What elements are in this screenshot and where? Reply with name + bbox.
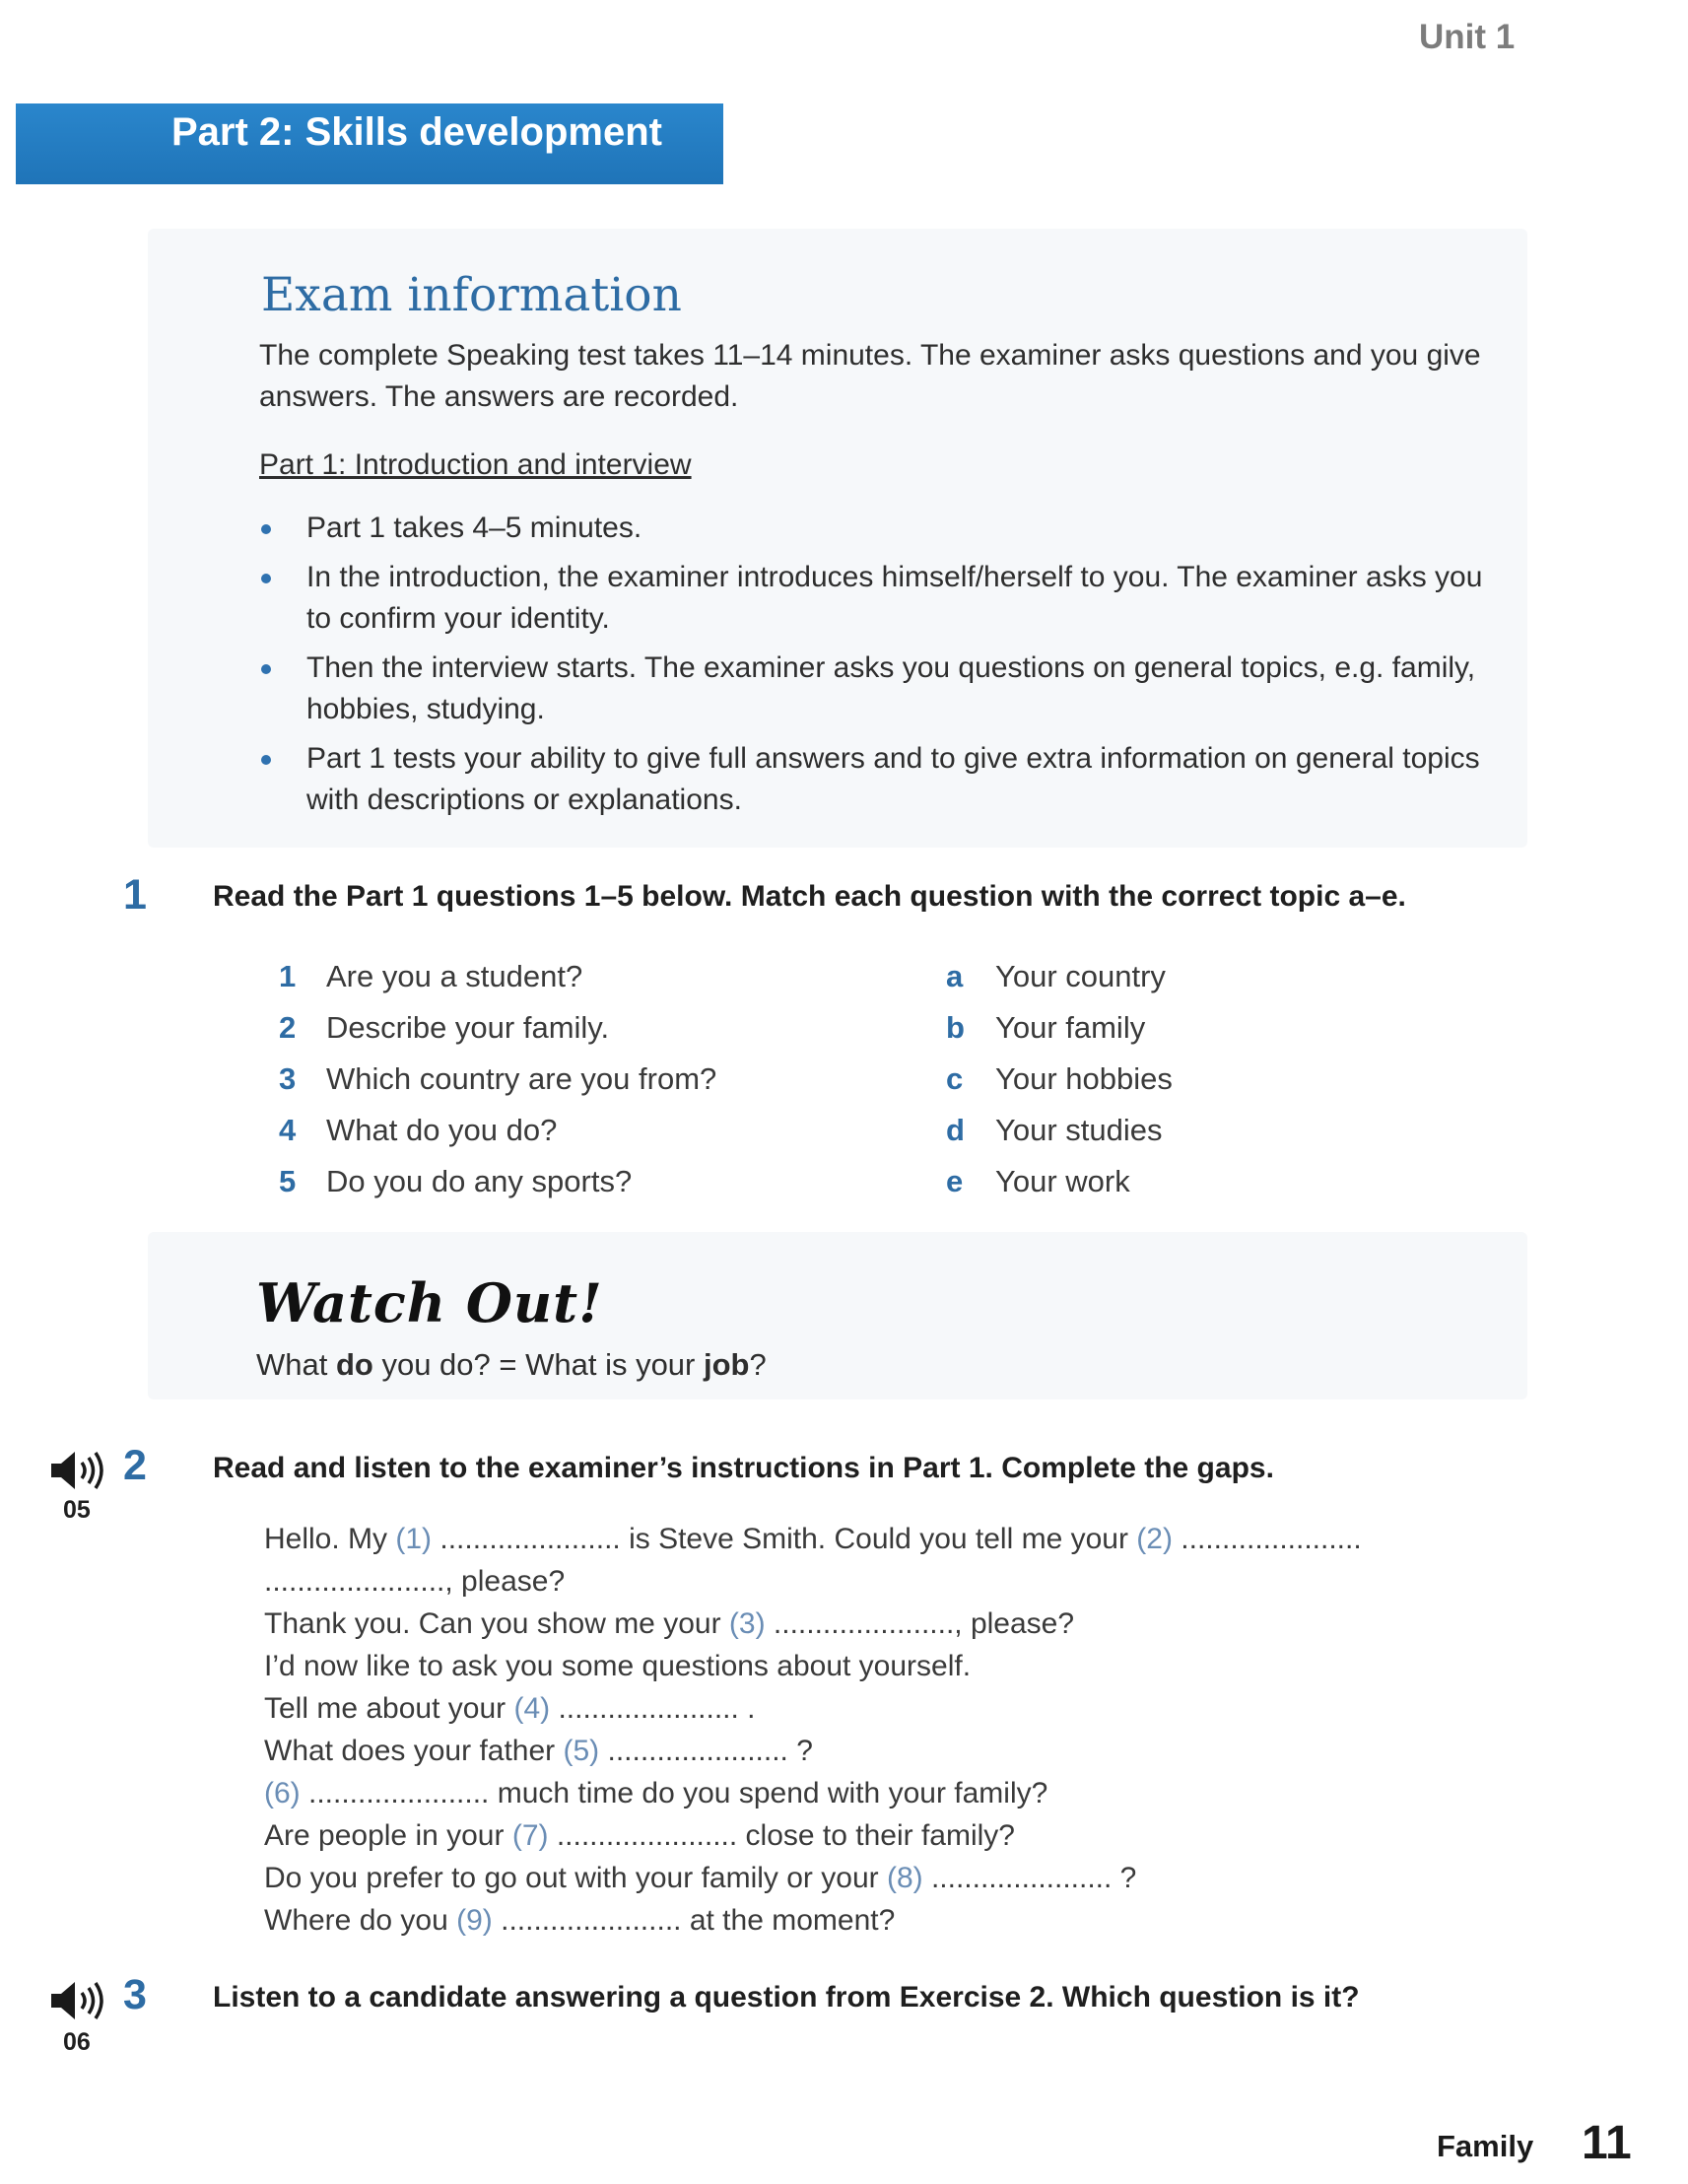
gap-number: (6) (264, 1777, 301, 1809)
gap-line: ......................, please? (264, 1565, 566, 1598)
topic-item: e Your work (946, 1164, 1130, 1198)
gap-number: (4) (513, 1692, 551, 1725)
watch-out-note: What do you do? = What is your job? (256, 1347, 767, 1382)
part1-subheading: Part 1: Introduction and interview (259, 448, 692, 481)
gap-line: I’d now like to ask you some questions about yourself. (264, 1650, 972, 1682)
topic-item: d Your studies (946, 1113, 1163, 1147)
question-item: 2 Describe your family. (279, 1010, 610, 1045)
gap-number: (1) (395, 1523, 433, 1555)
gap-number: (5) (563, 1735, 600, 1767)
exercise-1-number: 1 (123, 871, 147, 919)
topic-item: b Your family (946, 1010, 1146, 1045)
gap-line: What does your father (5) ...................... ? (264, 1735, 813, 1767)
gap-number: (3) (728, 1607, 766, 1640)
page-number: 11 (1582, 2117, 1632, 2169)
gap-line: (6) ...................... much time do you spend with your family? (264, 1777, 1048, 1809)
section-title: Part 2: Skills development (171, 110, 662, 154)
unit-label: Unit 1 (1419, 18, 1516, 56)
gap-line: Tell me about your (4) ...................... . (264, 1692, 756, 1725)
exercise-3-instruction: Listen to a candidate answering a question from Exercise 2. Which question is it? (213, 1981, 1360, 2013)
exam-info-bullets (259, 508, 1501, 829)
question-item: 1 Are you a student? (279, 959, 583, 993)
gap-line: Thank you. Can you show me your (3) ......................, please? (264, 1607, 1075, 1640)
bullet-icon (261, 524, 271, 534)
bullet-icon (261, 574, 271, 583)
gap-number: (2) (1136, 1523, 1173, 1555)
question-list (279, 956, 870, 1212)
audio-track-number: 05 (63, 1496, 91, 1524)
speaker-icon[interactable] (49, 1979, 112, 2022)
question-item: 5 Do you do any sports? (279, 1164, 633, 1198)
topic-item: c Your hobbies (946, 1061, 1173, 1096)
audio-track-number: 06 (63, 2028, 91, 2056)
gap-number: (8) (886, 1862, 923, 1894)
exam-info-heading: Exam information (261, 268, 682, 322)
exercise-2-number: 2 (123, 1442, 147, 1489)
footer-section-title: Family (1437, 2129, 1534, 2163)
bullet-item: Part 1 tests your ability to give full answers and to give extra information on general topics with descriptions or explanations. (259, 738, 1501, 821)
gap-line: Do you prefer to go out with your family or your (8) ...................... ? (264, 1862, 1137, 1894)
bullet-item: In the introduction, the examiner introduces himself/herself to you. The examiner asks you to confirm your identity. (259, 557, 1501, 640)
exam-info-intro: The complete Speaking test takes 11–14 minutes. The examiner asks questions and you give answers. The answers are recorded. (259, 339, 1481, 413)
gap-line: Where do you (9) ...................... at the moment? (264, 1904, 896, 1937)
bullet-icon (261, 755, 271, 765)
topic-list (946, 956, 1439, 1212)
gap-line: Are people in your (7) ...................... close to their family? (264, 1819, 1015, 1852)
speaker-icon[interactable] (49, 1449, 112, 1492)
question-item: 3 Which country are you from? (279, 1061, 717, 1096)
exercise-1-instruction: Read the Part 1 questions 1–5 below. Match each question with the correct topic a–e. (213, 880, 1406, 913)
gap-number: (9) (456, 1904, 493, 1937)
gap-fill-text (264, 1518, 1545, 1942)
bullet-icon (261, 664, 271, 674)
question-item: 4 What do you do? (279, 1113, 558, 1147)
gap-line: Hello. My (1) ...................... is Steve Smith. Could you tell me your (2) ...................... (264, 1523, 1362, 1555)
exercise-2-instruction: Read and listen to the examiner’s instructions in Part 1. Complete the gaps. (213, 1452, 1274, 1484)
watch-out-title: Watch Out! (256, 1271, 603, 1334)
exercise-3-number: 3 (123, 1971, 147, 2018)
bullet-item: Then the interview starts. The examiner asks you questions on general topics, e.g. family, hobbies, studying. (259, 648, 1501, 730)
bullet-item: Part 1 takes 4–5 minutes. (259, 508, 1501, 549)
gap-number: (7) (511, 1819, 549, 1852)
topic-item: a Your country (946, 959, 1166, 993)
